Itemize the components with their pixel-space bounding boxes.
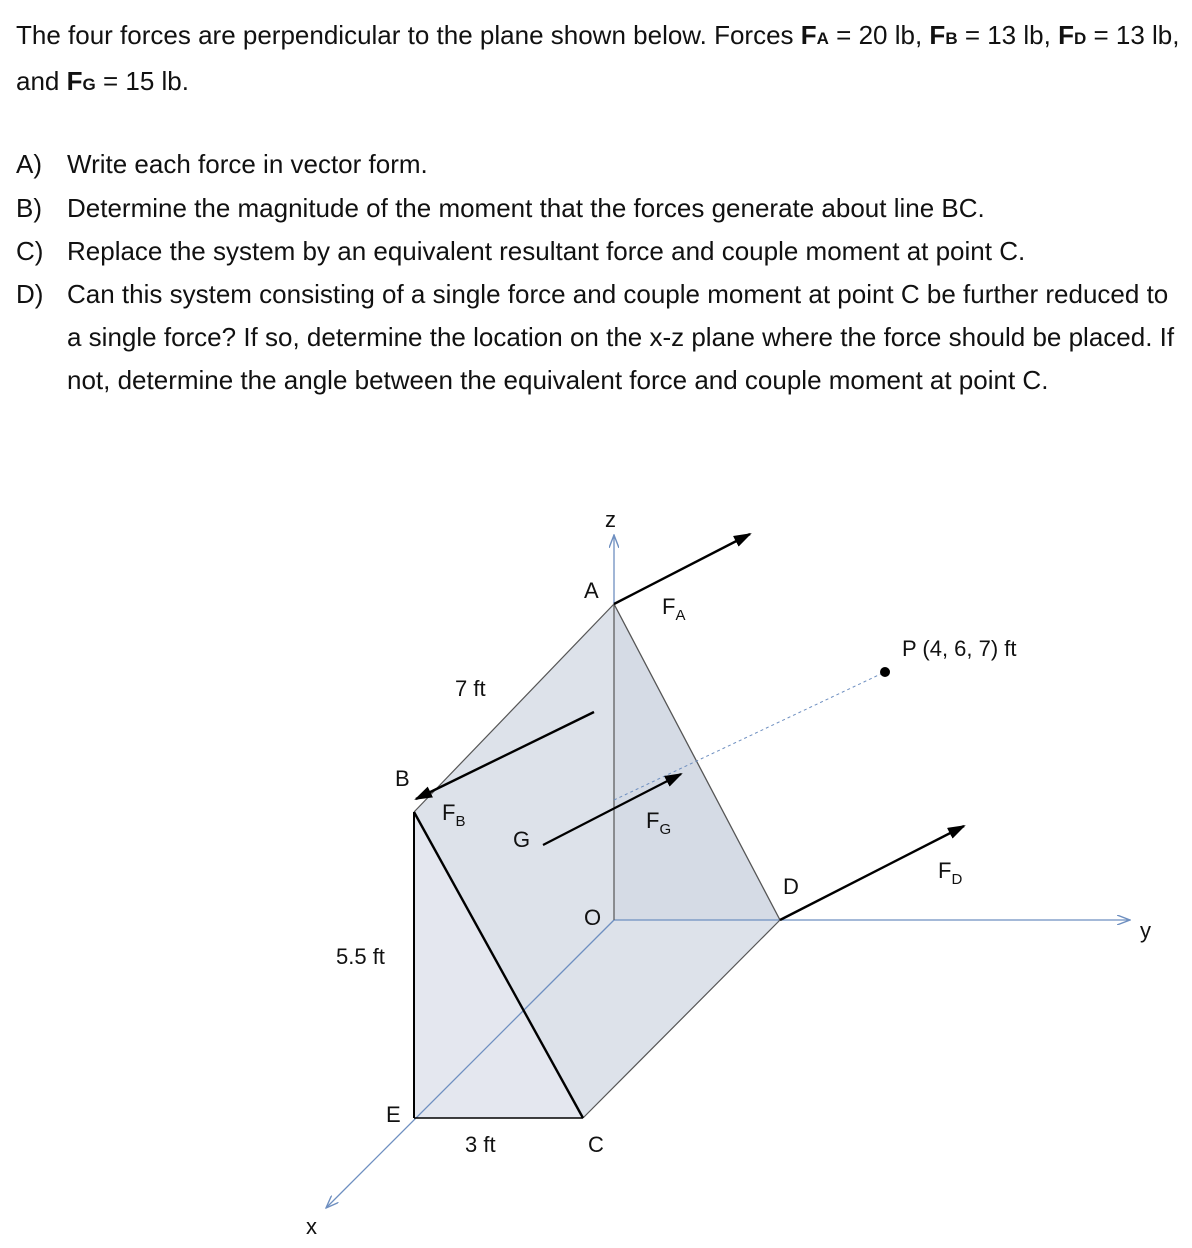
question-d-letter: D) xyxy=(16,279,44,309)
force-fd-label: $F_D$ xyxy=(938,858,963,888)
point-a-label: A xyxy=(584,578,599,603)
dimension-5-5ft: 5.5 ft xyxy=(336,944,385,969)
point-e-label: E xyxy=(386,1102,401,1127)
force-fd-symbol: F xyxy=(1058,20,1074,50)
point-g-label: G xyxy=(513,827,531,852)
x-axis-label: x xyxy=(306,1214,317,1239)
question-c-letter: C) xyxy=(16,236,44,266)
force-fb-symbol: F xyxy=(929,20,946,50)
dimension-3ft: 3 ft xyxy=(465,1132,496,1157)
force-fg-subscript: G xyxy=(82,75,96,94)
force-fg-label: $F_G$ xyxy=(646,808,672,838)
point-c-label: C xyxy=(588,1132,604,1157)
point-p-label: P (4, 6, 7) ft xyxy=(902,636,1017,661)
force-fd-subscript: D xyxy=(1073,29,1087,48)
question-d-text: Can this system consisting of a single force and couple moment at point C be further reduced to a single force? If so, determine the location on the x-z plane where the force should be placed. If not, determine the angle between the equivalent force and couple moment at point C. xyxy=(67,279,1175,395)
force-fb-subscript: B xyxy=(945,29,958,48)
y-axis-label: y xyxy=(1140,918,1151,943)
point-d-label: D xyxy=(783,874,799,899)
force-fa-arrow xyxy=(614,534,750,604)
force-fg-symbol: F xyxy=(66,66,83,96)
question-a-text: Write each force in vector form. xyxy=(67,149,428,179)
force-fd-arrow xyxy=(780,826,964,920)
dimension-7ft: 7 ft xyxy=(455,676,486,701)
question-a-letter: A) xyxy=(16,149,42,179)
question-b-letter: B) xyxy=(16,193,42,223)
question-b-text: Determine the magnitude of the moment that the forces generate about line BC. xyxy=(67,193,985,223)
point-p-dot xyxy=(880,667,890,677)
force-fa-label: $F_A$ xyxy=(662,594,686,624)
z-axis-label: z xyxy=(605,507,616,532)
force-fa-symbol: F xyxy=(800,20,817,50)
point-o-label: O xyxy=(584,905,602,930)
point-b-label: B xyxy=(395,766,410,791)
problem-statement: The four forces are perpendicular to the plane shown below. Forces FA = 20 lb, FB = 13 lb, FD = 13 lb, and FG = 15 lb. xyxy=(16,20,1180,96)
question-c-text: Replace the system by an equivalent resultant force and couple moment at point C. xyxy=(67,236,1026,266)
force-fa-subscript: A xyxy=(816,29,829,48)
force-fb-label: $F_B$ xyxy=(442,800,466,830)
